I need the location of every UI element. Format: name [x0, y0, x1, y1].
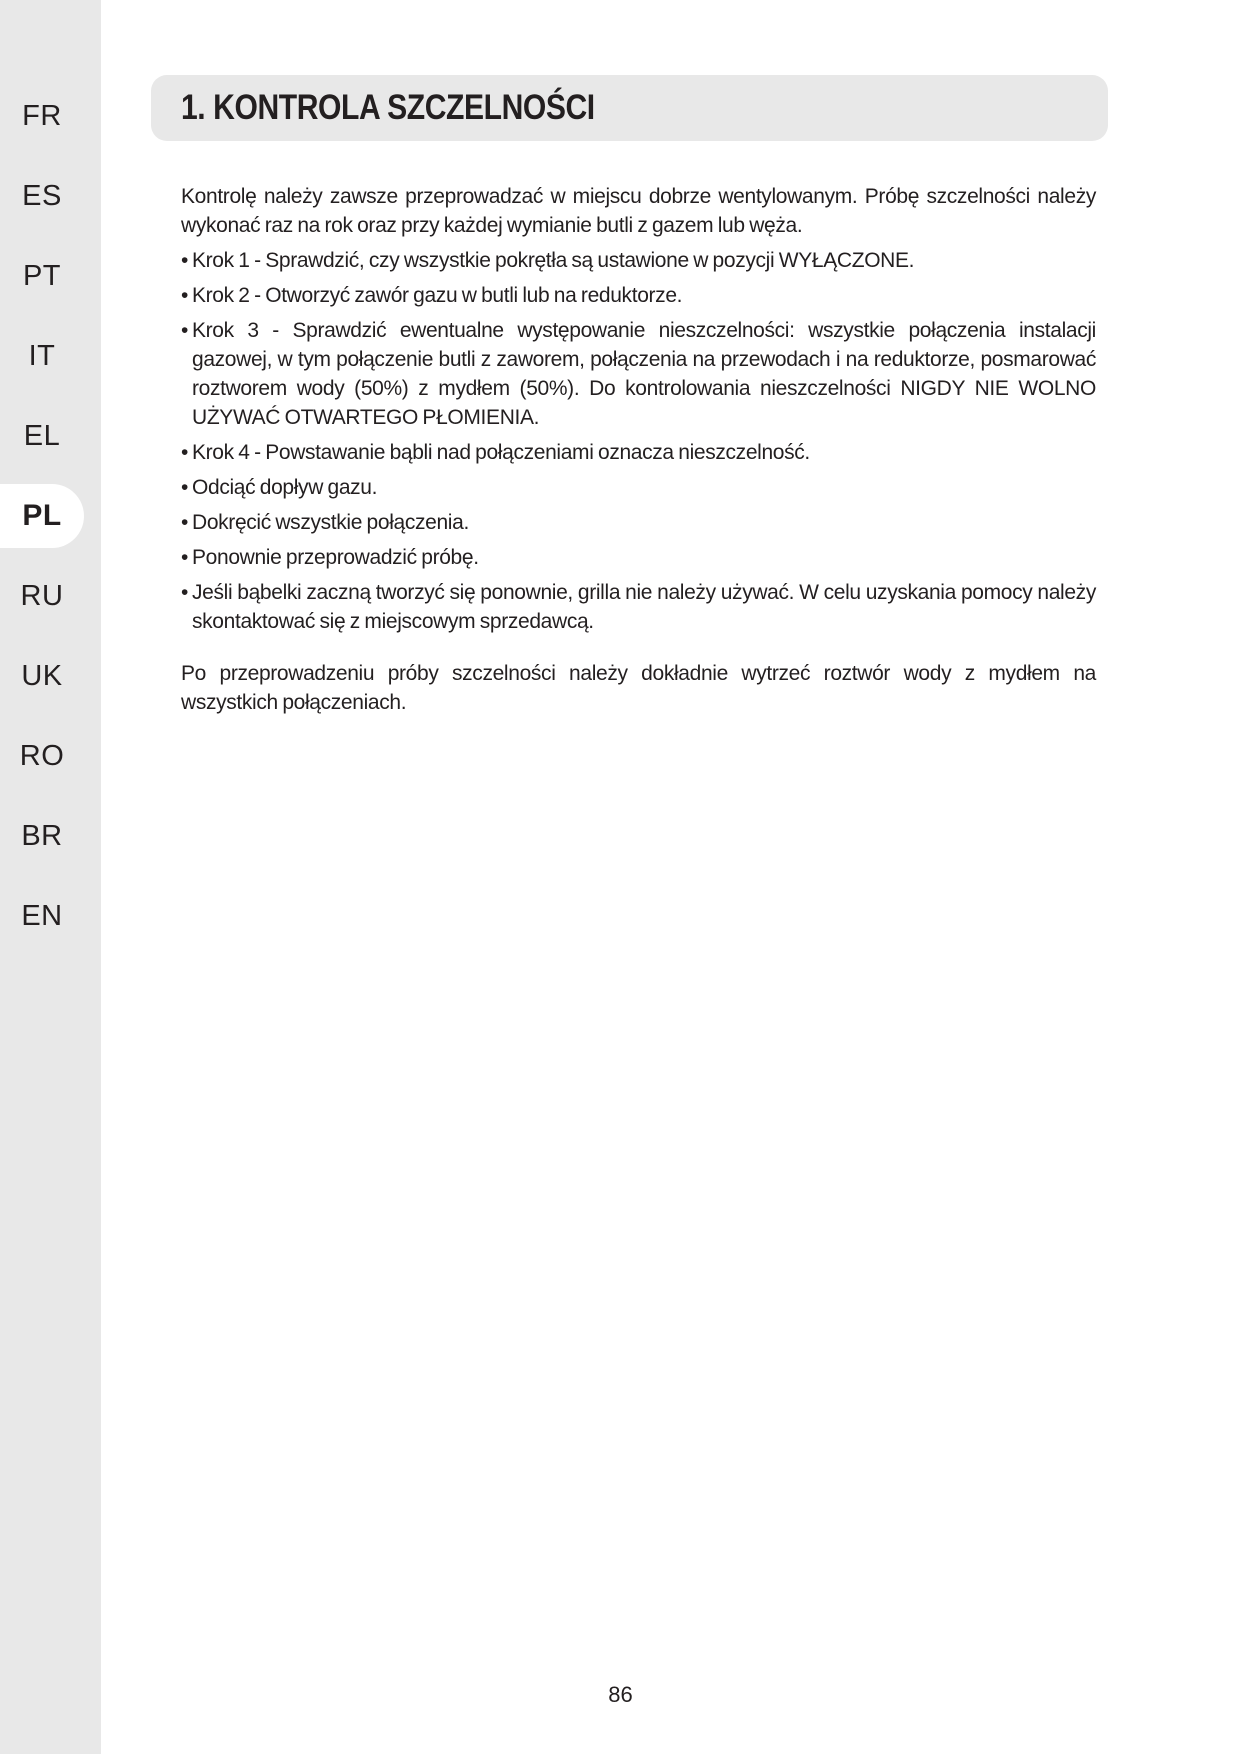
section-body — [181, 182, 1096, 717]
step-text: Odciąć dopływ gazu. — [192, 476, 378, 499]
bullet-marker: • — [181, 441, 189, 464]
section-title: 1. KONTROLA SZCZELNOŚCI — [181, 88, 595, 127]
step-text: Krok 1 - Sprawdzić, czy wszystkie pokrętła są ustawione w pozycji WYŁĄCZONE. — [192, 249, 915, 272]
list-item — [181, 473, 1096, 502]
bullet-marker: • — [181, 546, 189, 569]
section-title-bar — [151, 75, 1108, 141]
language-tab-uk[interactable]: UK — [21, 659, 63, 692]
list-item — [181, 508, 1096, 537]
page-number: 86 — [608, 1682, 633, 1707]
bullet-marker: • — [181, 581, 189, 604]
step-text: Krok 4 - Powstawanie bąbli nad połączeniami oznacza nieszczelność. — [192, 441, 810, 464]
closing-paragraph: Po przeprowadzeniu próby szczelności należy dokładnie wytrzeć roztwór wody z mydłem na wszystkich połączeniach. — [181, 662, 1096, 714]
step-text: Dokręcić wszystkie połączenia. — [192, 511, 469, 534]
language-tab-pl-active[interactable]: PL — [0, 484, 84, 548]
language-tab-en[interactable]: EN — [21, 899, 63, 932]
language-tab-es[interactable]: ES — [22, 179, 62, 212]
language-tab-fr[interactable]: FR — [22, 99, 62, 132]
step-text: Krok 3 - Sprawdzić ewentualne występowanie nieszczelności: wszystkie połączenia instalacji gazowej, w tym połączenie butli z zaworem, połączenia na przewodach i na reduktorze, posmarować roztworem wody (50%) z mydłem (50%). Do kontrolowania nieszczelności NIGDY NIE WOLNO UŻYWAĆ OTWARTEGO PŁOMIENIA. — [192, 319, 1096, 429]
language-tab-ro[interactable]: RO — [19, 739, 65, 772]
intro-paragraph: Kontrolę należy zawsze przeprowadzać w miejscu dobrze wentylowanym. Próbę szczelności należy wykonać raz na rok oraz przy każdej wymianie butli z gazem lub węża. — [181, 185, 1096, 237]
bullet-marker: • — [181, 249, 189, 272]
bullet-marker: • — [181, 284, 189, 307]
step-text: Jeśli bąbelki zaczną tworzyć się ponownie, grilla nie należy używać. W celu uzyskania pomocy należy skontaktować się z miejscowym sprzedawcą. — [192, 581, 1096, 633]
list-item — [181, 438, 1096, 467]
language-tab-ru[interactable]: RU — [20, 579, 64, 612]
bullet-marker: • — [181, 476, 189, 499]
bullet-marker: • — [181, 511, 189, 534]
list-item — [181, 543, 1096, 572]
list-item — [181, 246, 1096, 275]
language-tab-el[interactable]: EL — [23, 419, 61, 452]
language-tab-br[interactable]: BR — [21, 819, 63, 852]
step-text: Krok 2 - Otworzyć zawór gazu w butli lub na reduktorze. — [192, 284, 683, 307]
list-item — [181, 316, 1096, 432]
steps-list — [181, 246, 1096, 636]
step-text: Ponownie przeprowadzić próbę. — [192, 546, 479, 569]
language-tab-it[interactable]: IT — [28, 339, 56, 372]
bullet-marker: • — [181, 319, 189, 342]
list-item — [181, 281, 1096, 310]
language-sidebar — [0, 0, 101, 1754]
language-tab-pt[interactable]: PT — [22, 259, 62, 292]
list-item — [181, 578, 1096, 636]
